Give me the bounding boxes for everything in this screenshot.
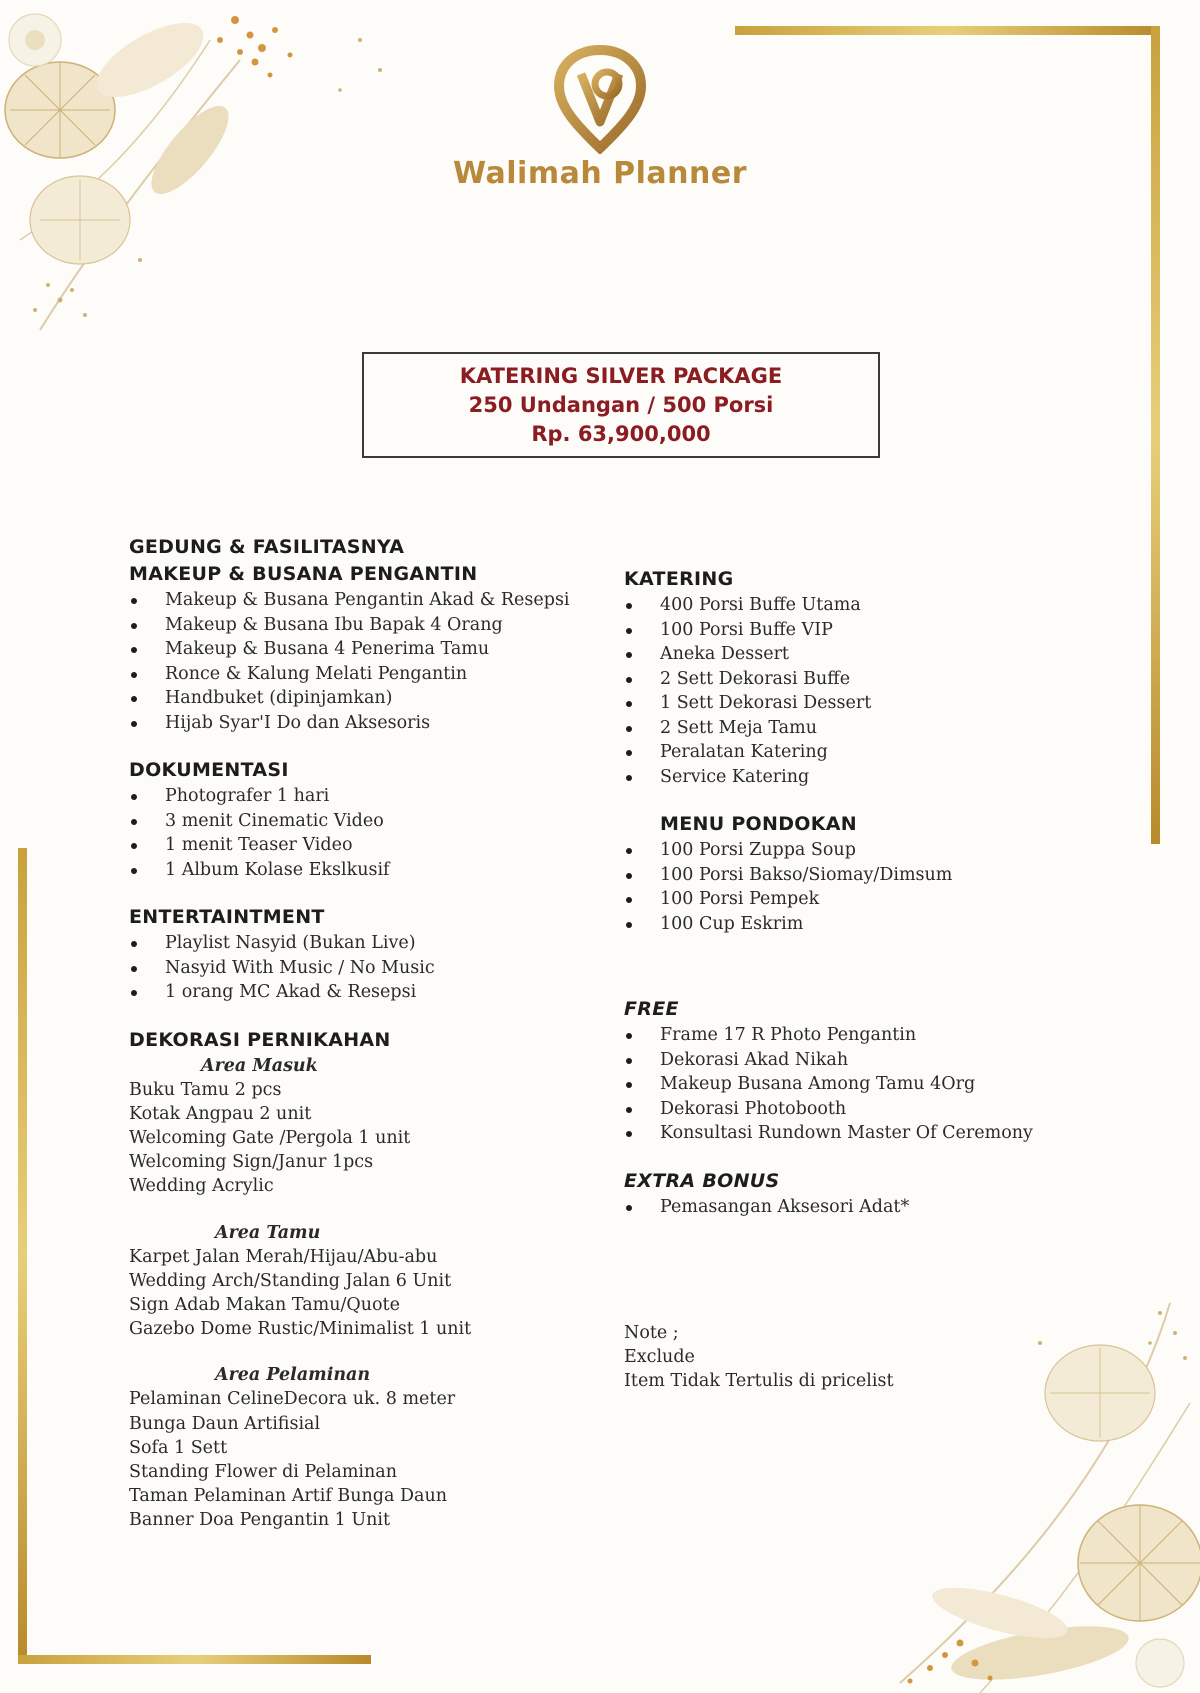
area-pelaminan-heading: Area Pelaminan xyxy=(215,1365,371,1386)
list-item: 1 orang MC Akad & Resepsi xyxy=(129,980,599,1005)
list-item: Standing Flower di Pelaminan xyxy=(129,1461,398,1482)
list-item: Makeup & Busana 4 Penerima Tamu xyxy=(129,637,599,662)
list-item: 100 Porsi Buffe VIP xyxy=(624,618,1144,643)
package-price: Rp. 63,900,000 xyxy=(531,422,711,446)
list-item: 1 Sett Dekorasi Dessert xyxy=(624,691,1144,716)
list-item: Nasyid With Music / No Music xyxy=(129,956,599,981)
list-item: Kotak Angpau 2 unit xyxy=(129,1103,312,1124)
dekorasi-heading: DEKORASI PERNIKAHAN xyxy=(129,1028,391,1051)
list-item: 2 Sett Dekorasi Buffe xyxy=(624,667,1144,692)
note-line: Exclude xyxy=(624,1347,695,1368)
frame-bottom-line xyxy=(18,1655,371,1664)
menu-pondokan-heading: MENU PONDOKAN xyxy=(660,813,857,835)
right-column xyxy=(624,566,1144,1394)
list-item: 100 Porsi Pempek xyxy=(624,887,1144,912)
list-item: Wedding Arch/Standing Jalan 6 Unit xyxy=(129,1270,452,1291)
list-item: Taman Pelaminan Artif Bunga Daun xyxy=(129,1486,447,1507)
list-item: Konsultasi Rundown Master Of Ceremony xyxy=(624,1121,1144,1146)
list-item: Wedding Acrylic xyxy=(129,1176,274,1197)
list-item: Peralatan Katering xyxy=(624,740,1144,765)
package-title: KATERING SILVER PACKAGE xyxy=(459,364,783,388)
list-item: 1 Album Kolase Ekslkusif xyxy=(129,858,599,883)
package-summary-box xyxy=(362,352,880,458)
menu-pondokan-list xyxy=(624,838,1144,936)
entertainment-heading: ENTERTAINTMENT xyxy=(129,906,325,928)
makeup-list xyxy=(129,588,599,735)
list-item: Aneka Dessert xyxy=(624,642,1144,667)
list-item: 3 menit Cinematic Video xyxy=(129,809,599,834)
list-item: Makeup & Busana Pengantin Akad & Resepsi xyxy=(129,588,599,613)
katering-list xyxy=(624,593,1144,789)
list-item: Welcoming Sign/Janur 1pcs xyxy=(129,1152,374,1173)
note-line: Item Tidak Tertulis di pricelist xyxy=(624,1371,894,1392)
free-heading: FREE xyxy=(624,998,679,1020)
list-item: Frame 17 R Photo Pengantin xyxy=(624,1023,1144,1048)
brand-name: Walimah Planner xyxy=(452,156,747,191)
list-item: Welcoming Gate /Pergola 1 unit xyxy=(129,1127,411,1148)
katering-heading: KATERING xyxy=(624,568,734,590)
package-capacity: 250 Undangan / 500 Porsi xyxy=(468,393,774,417)
frame-right-line xyxy=(1151,26,1160,844)
list-item: Dekorasi Photobooth xyxy=(624,1097,1144,1122)
left-column xyxy=(129,534,599,1533)
list-item: 100 Porsi Bakso/Siomay/Dimsum xyxy=(624,863,1144,888)
dokumentasi-heading: DOKUMENTASI xyxy=(129,759,289,781)
entertainment-list xyxy=(129,931,599,1005)
list-item: Bunga Daun Artifisial xyxy=(129,1413,321,1434)
list-item: Makeup & Busana Ibu Bapak 4 Orang xyxy=(129,613,599,638)
list-item: Handbuket (dipinjamkan) xyxy=(129,686,599,711)
list-item: Playlist Nasyid (Bukan Live) xyxy=(129,931,599,956)
list-item: Pemasangan Aksesori Adat* xyxy=(624,1195,1144,1220)
makeup-heading: MAKEUP & BUSANA PENGANTIN xyxy=(129,563,478,585)
list-item: Ronce & Kalung Melati Pengantin xyxy=(129,662,599,687)
extra-bonus-heading: EXTRA BONUS xyxy=(624,1169,780,1192)
list-item: 1 menit Teaser Video xyxy=(129,833,599,858)
list-item: Makeup Busana Among Tamu 4Org xyxy=(624,1072,1144,1097)
list-item: 2 Sett Meja Tamu xyxy=(624,716,1144,741)
dokumentasi-list xyxy=(129,784,599,882)
list-item: Dekorasi Akad Nikah xyxy=(624,1048,1144,1073)
frame-top-line xyxy=(735,26,1160,35)
list-item: Pelaminan CelineDecora uk. 8 meter xyxy=(129,1389,456,1410)
list-item: Service Katering xyxy=(624,765,1144,790)
list-item: Buku Tamu 2 pcs xyxy=(129,1079,282,1100)
area-masuk-heading: Area Masuk xyxy=(201,1055,318,1076)
list-item: Karpet Jalan Merah/Hijau/Abu-abu xyxy=(129,1246,438,1267)
area-tamu-heading: Area Tamu xyxy=(215,1222,321,1243)
list-item: Hijab Syar'I Do dan Aksesoris xyxy=(129,711,599,736)
list-item: Photografer 1 hari xyxy=(129,784,599,809)
floral-decoration-top-left xyxy=(0,0,420,345)
list-item: 100 Porsi Zuppa Soup xyxy=(624,838,1144,863)
free-list xyxy=(624,1023,1144,1146)
extra-bonus-list xyxy=(624,1195,1144,1220)
frame-left-line xyxy=(18,848,27,1664)
list-item: Gazebo Dome Rustic/Minimalist 1 unit xyxy=(129,1319,472,1340)
list-item: 400 Porsi Buffe Utama xyxy=(624,593,1144,618)
gedung-heading: GEDUNG & FASILITASNYA xyxy=(129,536,405,558)
note-line: Note ; xyxy=(624,1323,679,1343)
list-item: Banner Doa Pengantin 1 Unit xyxy=(129,1510,391,1531)
brand-logo xyxy=(440,44,760,204)
walimah-logo-icon xyxy=(545,44,655,154)
list-item: Sofa 1 Sett xyxy=(129,1437,228,1458)
list-item: Sign Adab Makan Tamu/Quote xyxy=(129,1294,400,1315)
list-item: 100 Cup Eskrim xyxy=(624,912,1144,937)
